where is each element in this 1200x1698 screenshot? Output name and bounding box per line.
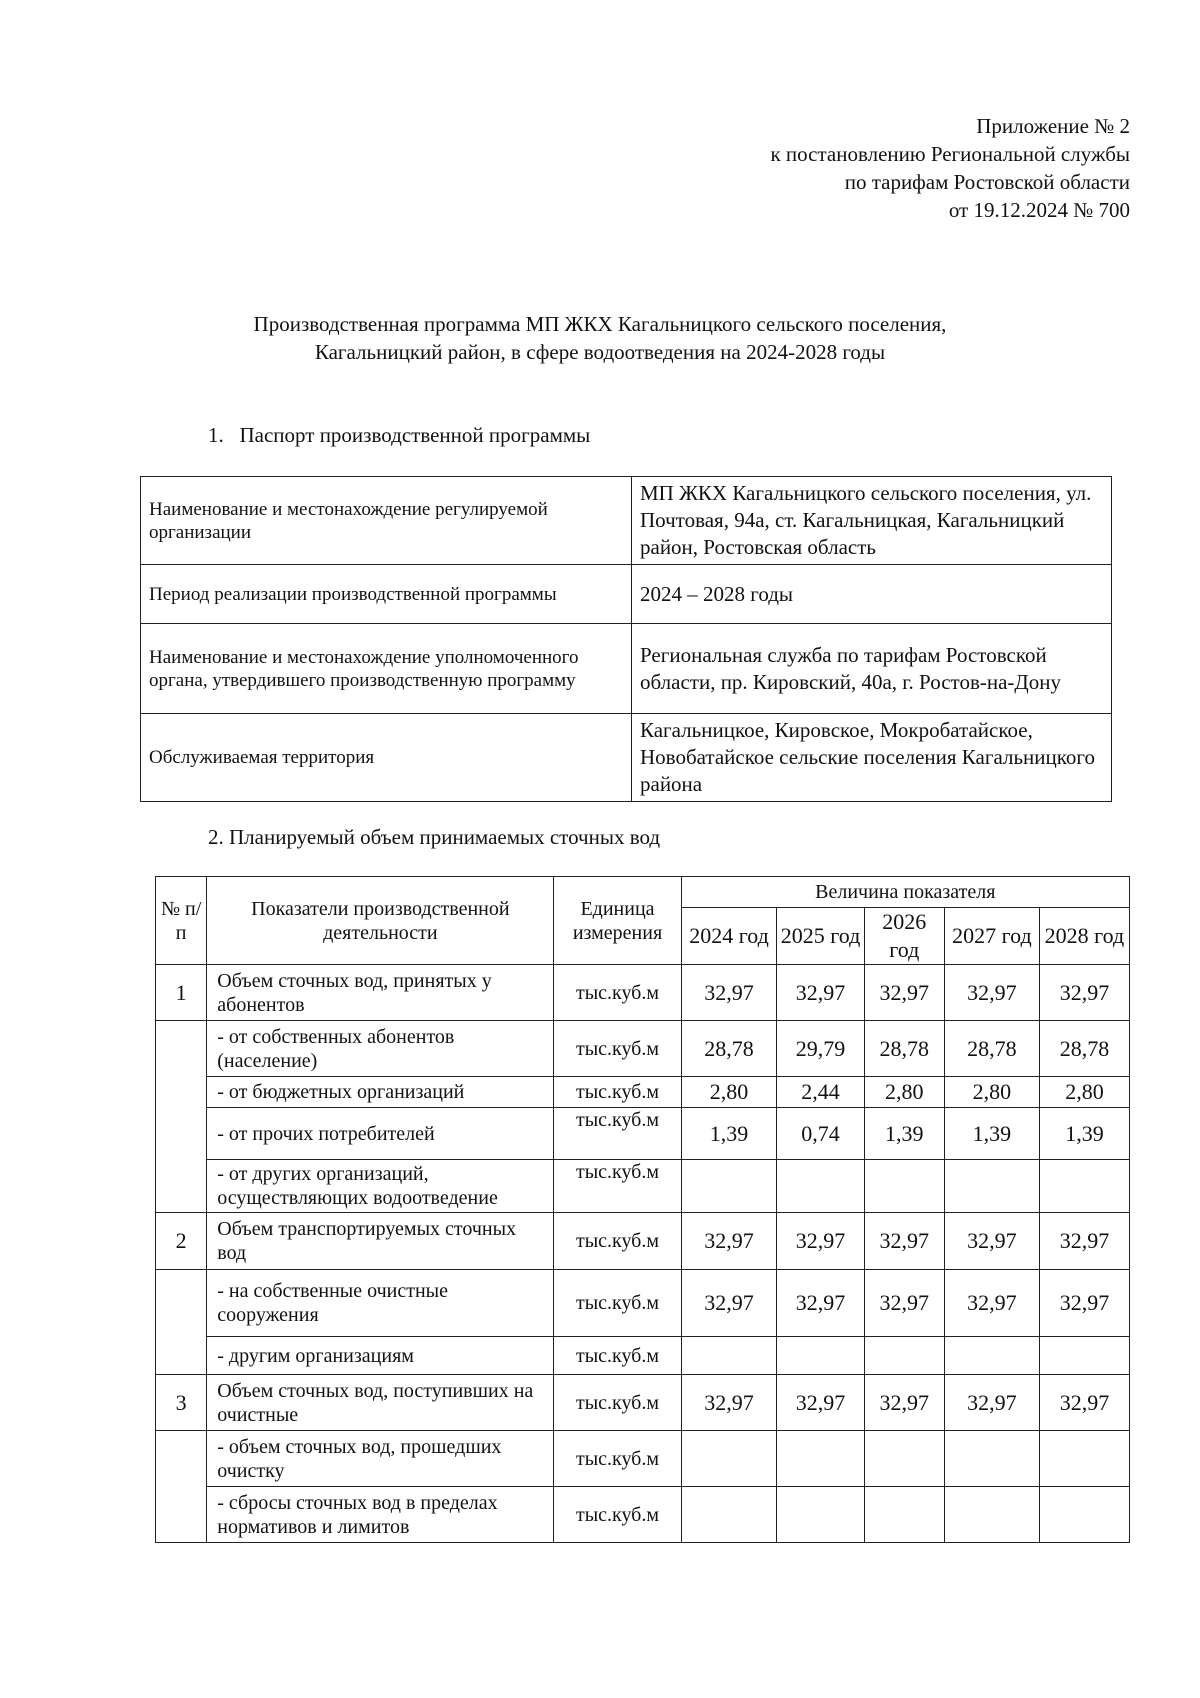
passport-row <box>141 565 1112 624</box>
row-unit: тыс.куб.м <box>554 1021 681 1077</box>
row-number: 2 <box>156 1213 207 1270</box>
table-header-row <box>156 877 1130 908</box>
row-value: 32,97 <box>1039 965 1129 1021</box>
row-value: 32,97 <box>681 1375 777 1431</box>
row-label: - от собственных абонентов (население) <box>207 1021 554 1077</box>
passport-row <box>141 714 1112 802</box>
row-number: 1 <box>156 965 207 1021</box>
row-value: 28,78 <box>944 1021 1039 1077</box>
appendix-header <box>630 112 1130 224</box>
row-unit: тыс.куб.м <box>554 1077 681 1108</box>
row-label: - сбросы сточных вод в пределах нормативов и лимитов <box>207 1487 554 1543</box>
row-value: 2,80 <box>944 1077 1039 1108</box>
passport-label: Наименование и местонахождение уполномоченного органа, утвердившего производственную программу <box>141 624 632 714</box>
row-value <box>777 1160 864 1213</box>
table-row <box>156 1487 1130 1543</box>
row-value <box>864 1337 944 1375</box>
row-value: 32,97 <box>1039 1270 1129 1337</box>
row-value: 32,97 <box>777 965 864 1021</box>
title-line-1: Производственная программа МП ЖКХ Кагальницкого сельского поселения, <box>253 312 947 336</box>
row-value <box>777 1337 864 1375</box>
row-unit: тыс.куб.м <box>554 1270 681 1337</box>
header-year: 2024 год <box>681 908 777 965</box>
table-row <box>156 1108 1130 1160</box>
title-line-2: Кагальницкий район, в сфере водоотведения на 2024-2028 годы <box>314 340 886 364</box>
row-label: - от прочих потребителей <box>207 1108 554 1160</box>
table-row <box>156 1375 1130 1431</box>
row-value <box>777 1431 864 1487</box>
row-value <box>777 1487 864 1543</box>
header-unit: Единица измерения <box>554 877 681 965</box>
table-row <box>156 1213 1130 1270</box>
passport-row <box>141 624 1112 714</box>
appendix-authority: по тарифам Ростовской области <box>844 170 1130 194</box>
row-value: 2,80 <box>1039 1077 1129 1108</box>
row-value: 1,39 <box>864 1108 944 1160</box>
row-value: 1,39 <box>944 1108 1039 1160</box>
row-value: 1,39 <box>681 1108 777 1160</box>
row-value <box>864 1431 944 1487</box>
header-year: 2025 год <box>777 908 864 965</box>
row-number <box>156 1021 207 1213</box>
passport-table <box>140 476 1112 802</box>
row-unit: тыс.куб.м <box>554 1108 681 1160</box>
row-label: - на собственные очистные сооружения <box>207 1270 554 1337</box>
header-year: 2026 год <box>864 908 944 965</box>
row-value: 32,97 <box>1039 1375 1129 1431</box>
row-label: - от бюджетных организаций <box>207 1077 554 1108</box>
row-value <box>944 1337 1039 1375</box>
row-value <box>944 1487 1039 1543</box>
row-value <box>1039 1487 1129 1543</box>
header-value-group: Величина показателя <box>681 877 1129 908</box>
table-row <box>156 1021 1130 1077</box>
row-value: 1,39 <box>1039 1108 1129 1160</box>
row-number <box>156 1431 207 1543</box>
row-unit: тыс.куб.м <box>554 965 681 1021</box>
row-number: 3 <box>156 1375 207 1431</box>
row-value <box>1039 1431 1129 1487</box>
row-label: - объем сточных вод, прошедших очистку <box>207 1431 554 1487</box>
passport-label: Период реализации производственной программы <box>141 565 632 624</box>
row-value <box>944 1160 1039 1213</box>
passport-value: 2024 – 2028 годы <box>632 565 1112 624</box>
header-indicator: Показатели производственной деятельности <box>207 877 554 965</box>
appendix-resolution: к постановлению Региональной службы <box>770 142 1130 166</box>
row-value <box>864 1487 944 1543</box>
table-row <box>156 1160 1130 1213</box>
volumes-table <box>155 876 1130 1543</box>
passport-label: Обслуживаемая территория <box>141 714 632 802</box>
table-row <box>156 965 1130 1021</box>
row-unit: тыс.куб.м <box>554 1487 681 1543</box>
row-value: 32,97 <box>681 1213 777 1270</box>
row-unit: тыс.куб.м <box>554 1160 681 1213</box>
passport-value: Кагальницкое, Кировское, Мокробатайское, Новобатайское сельские поселения Кагальницкого района <box>632 714 1112 802</box>
row-value: 32,97 <box>944 1213 1039 1270</box>
header-year: 2028 год <box>1039 908 1129 965</box>
row-unit: тыс.куб.м <box>554 1213 681 1270</box>
row-value <box>681 1431 777 1487</box>
row-value: 32,97 <box>944 1270 1039 1337</box>
row-value: 32,97 <box>864 965 944 1021</box>
row-value: 28,78 <box>864 1021 944 1077</box>
row-value: 2,80 <box>864 1077 944 1108</box>
row-value <box>1039 1160 1129 1213</box>
table-row <box>156 1431 1130 1487</box>
row-value <box>681 1337 777 1375</box>
section-1-title: Паспорт производственной программы <box>239 423 591 447</box>
row-value: 32,97 <box>681 965 777 1021</box>
passport-label: Наименование и местонахождение регулируемой организации <box>141 477 632 565</box>
section-1-number: 1. <box>208 423 224 447</box>
row-value: 32,97 <box>777 1270 864 1337</box>
row-label: Объем сточных вод, принятых у абонентов <box>207 965 554 1021</box>
row-value <box>681 1160 777 1213</box>
row-unit: тыс.куб.м <box>554 1337 681 1375</box>
table-row <box>156 1270 1130 1337</box>
row-value: 32,97 <box>777 1375 864 1431</box>
row-label: - другим организациям <box>207 1337 554 1375</box>
passport-row <box>141 477 1112 565</box>
row-value: 32,97 <box>944 1375 1039 1431</box>
row-value: 2,80 <box>681 1077 777 1108</box>
row-unit: тыс.куб.м <box>554 1431 681 1487</box>
row-value: 32,97 <box>944 965 1039 1021</box>
row-value: 32,97 <box>864 1213 944 1270</box>
row-value: 32,97 <box>777 1213 864 1270</box>
row-value: 28,78 <box>1039 1021 1129 1077</box>
row-label: Объем транспортируемых сточных вод <box>207 1213 554 1270</box>
table-row <box>156 1337 1130 1375</box>
document-title <box>150 310 1050 366</box>
appendix-date: от 19.12.2024 № 700 <box>948 198 1130 222</box>
row-value <box>864 1160 944 1213</box>
table-row <box>156 1077 1130 1108</box>
row-value <box>1039 1337 1129 1375</box>
row-value: 2,44 <box>777 1077 864 1108</box>
row-value: 0,74 <box>777 1108 864 1160</box>
row-value: 32,97 <box>864 1375 944 1431</box>
row-unit: тыс.куб.м <box>554 1375 681 1431</box>
row-value: 28,78 <box>681 1021 777 1077</box>
header-number: № п/п <box>156 877 207 965</box>
row-label: Объем сточных вод, поступивших на очистные <box>207 1375 554 1431</box>
passport-value: Региональная служба по тарифам Ростовской области, пр. Кировский, 40а, г. Ростов-на-Дону <box>632 624 1112 714</box>
appendix-number: Приложение № 2 <box>976 114 1130 138</box>
row-value: 32,97 <box>864 1270 944 1337</box>
row-value <box>681 1487 777 1543</box>
header-year: 2027 год <box>944 908 1039 965</box>
passport-value: МП ЖКХ Кагальницкого сельского поселения, ул. Почтовая, 94а, ст. Кагальницкая, Кагальницкий район, Ростовская область <box>632 477 1112 565</box>
row-value: 32,97 <box>681 1270 777 1337</box>
section-1-heading <box>208 421 590 449</box>
row-number <box>156 1270 207 1375</box>
row-value: 29,79 <box>777 1021 864 1077</box>
row-value <box>944 1431 1039 1487</box>
row-label: - от других организаций, осуществляющих водоотведение <box>207 1160 554 1213</box>
section-2-heading: 2. Планируемый объем принимаемых сточных вод <box>208 825 661 849</box>
row-value: 32,97 <box>1039 1213 1129 1270</box>
